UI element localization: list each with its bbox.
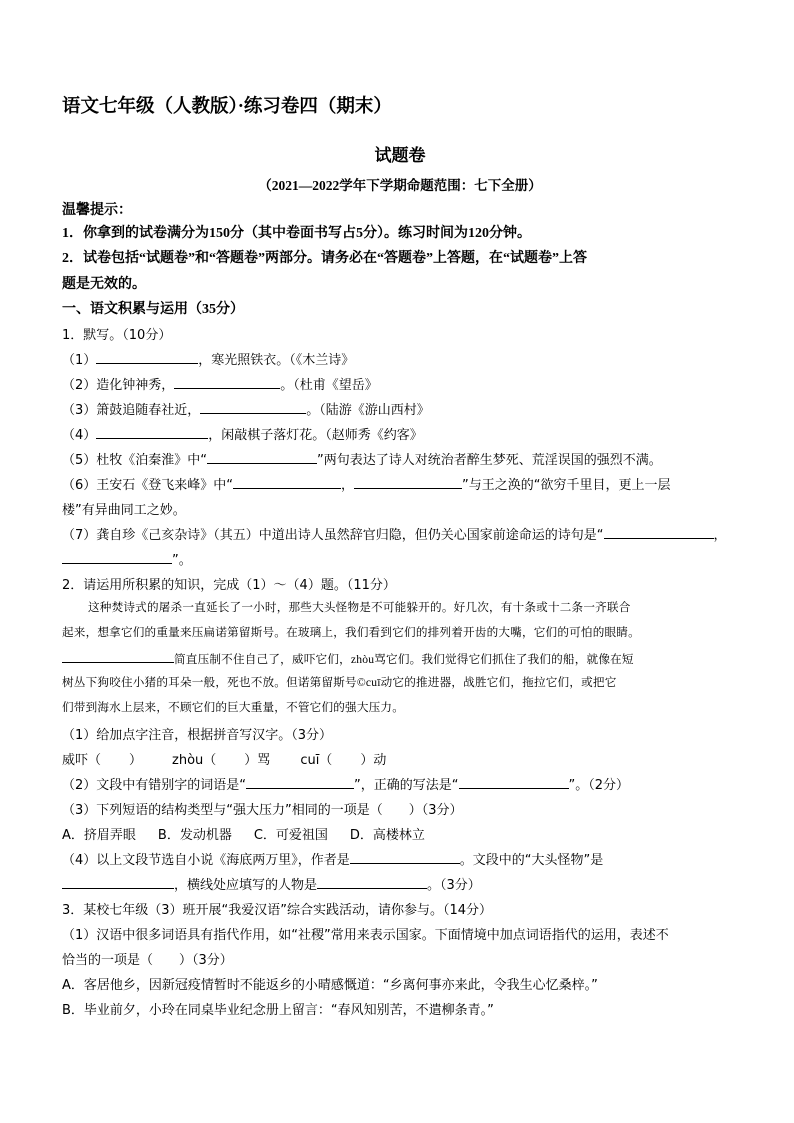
answer-blank[interactable] [233,475,341,489]
q1-item-4-text: ，闲敲棋子落灯花。（赵师秀《约客》 [208,428,423,443]
q2-sub-1: （1）给加点字注音，根据拼音写汉字。（3分） [62,728,333,743]
word-1: 威吓（ [62,753,102,768]
q3-sub-1: （1）汉语中很多词语具有指代作用，如“社稷”常用来表示国家。下面情境中加点词语指代的运用，表述不 [62,928,669,943]
q1-item-6 [62,474,671,493]
answer-blank[interactable] [207,450,317,464]
q1-item-4-number: （4） [62,428,97,443]
answer-blank[interactable] [246,775,354,789]
q3-option-b: B．毕业前夕，小玲在同桌毕业纪念册上留言：“春风知别苦，不遣柳条青。” [62,1003,494,1018]
page-title: 语文七年级（人教版）·练习卷四（期末） [62,97,392,117]
option-d: D．高楼林立 [349,828,425,843]
q1-item-7 [62,524,727,543]
option-a: A．挤眉弄眼 [62,828,136,843]
option-c: C．可爱祖国 [253,828,328,843]
tip-1: 1．你拿到的试卷满分为150分（其中卷面书写占5分）。练习时间为120分钟。 [62,226,531,241]
q3-option-a: A．客居他乡，因新冠疫情暂时不能返乡的小晴感慨道：“乡离何事亦来此，令我生心忆桑梓。” [62,978,598,993]
q2-passage-line-1: 这种焚诗式的屠杀一直延长了一小时，那些大头怪物是不可能躲开的。好几次，有十条或十二条一齐联合 [88,601,631,614]
answer-blank[interactable] [62,649,174,663]
word-2: zhòu（ [172,753,217,768]
q1-item-5 [62,449,662,468]
q1-item-7-text: （7）龚自珍《己亥杂诗》（其五）中道出诗人虽然辞官归隐，但仍关心国家前途命运的诗句是“ [62,528,604,543]
q2-sub-4-cont [62,874,481,893]
answer-blank[interactable] [604,525,714,539]
q2-stem: 2．请运用所积累的知识，完成（1）～（4）题。（11分） [62,578,396,593]
q1-item-6-text: （6）王安石《登飞来峰》中“ [62,478,234,493]
comma: ， [341,478,355,493]
q2-sub-3-options [62,824,425,843]
q2-sub-2-mid: ”，正确的写法是“ [354,778,459,793]
q1-item-6-comment: ”与王之涣的“欲穷千里目，更上一层 [462,478,671,493]
q1-item-1 [62,349,354,368]
q1-stem: 1．默写。（10分） [62,328,172,343]
q1-item-2-text: （2）造化钟神秀， [62,378,175,393]
closing-quote: ”。 [172,553,192,568]
q2-sub-4-text-3: ，横线处应填写的人物是 [174,878,318,893]
q2-sub-4 [62,849,603,868]
q2-passage-line-4: 树丛下狗咬住小猪的耳朵一般，死也不放。但诺第留斯号©cuī动它的推进器，战胜它们，拖拉它们，或把它 [62,676,617,689]
word-3-post: ）动 [360,753,387,768]
tips-heading: 温馨提示： [62,203,132,218]
tip-2-cont: 题是无效的。 [62,277,146,292]
word-2-post: ）骂 [244,753,271,768]
paper-subtitle: 试题卷 [374,146,426,165]
q2-sub-2-score: ”。（2分） [568,778,630,793]
paren-close: ） [129,753,143,768]
q2-sub-4-score: 。（3分） [427,878,481,893]
answer-blank[interactable] [62,875,174,889]
option-b: B．发动机器 [157,828,232,843]
answer-blank[interactable] [459,775,569,789]
answer-blank[interactable] [174,375,280,389]
q2-sub-4-text-2: 。文段中的“大头怪物”是 [459,853,604,868]
word-3: cuī（ [300,753,333,768]
q1-item-1-text: ，寒光照铁衣。（《木兰诗》 [198,353,355,368]
q1-item-3 [62,399,430,418]
answer-blank[interactable] [350,850,460,864]
q2-sub-2 [62,774,629,793]
q2-sub-1-blanks [62,749,386,768]
q1-item-2 [62,374,378,393]
q1-item-5-comment: ”两句表达了诗人对统治者醉生梦死、荒淫误国的强烈不满。 [317,453,662,468]
answer-blank[interactable] [62,550,172,564]
q2-sub-3: （3）下列短语的结构类型与“强大压力”相同的一项是（ ）（3分） [62,803,463,818]
answer-blank[interactable] [317,875,427,889]
q1-item-7-cont [62,549,192,568]
q2-passage-text: 简直压制不住自己了，威吓它们，zhòu骂它们。我们觉得它们抓住了我们的船，就像在短 [174,653,634,666]
answer-blank[interactable] [96,425,208,439]
q1-item-3-source: 。（陆游《游山西村》 [306,403,430,418]
q2-sub-2-text: （2）文段中有错别字的词语是“ [62,778,247,793]
q3-sub-1-cont: 恰当的一项是（ ）（3分） [62,953,233,968]
q3-stem: 3．某校七年级（3）班开展“我爱汉语”综合实践活动，请你参与。（14分） [62,903,493,918]
q2-sub-4-text: （4）以上文段节选自小说《海底两万里》，作者是 [62,853,350,868]
q1-item-4 [62,424,423,443]
answer-blank[interactable] [354,475,462,489]
tip-2: 2．试卷包括“试题卷”和“答题卷”两部分。请务必在“答题卷”上答题，在“试题卷”上答 [62,251,587,266]
comma: ， [713,528,727,543]
q1-item-6-cont: 楼”有异曲同工之妙。 [62,503,186,518]
section-1-heading: 一、语文积累与运用（35分） [62,302,244,317]
q2-passage-line-3 [62,649,634,667]
q2-passage-line-2: 起来，想拿它们的重量来压扁诺第留斯号。在玻璃上，我们看到它们的排列着开齿的大嘴，它们的可怕的眼睛。 [62,626,640,639]
q1-item-1-number: （1） [62,353,97,368]
q1-item-2-source: 。（杜甫《望岳》 [280,378,378,393]
answer-blank[interactable] [200,400,306,414]
q1-item-5-text: （5）杜牧《泊秦淮》中“ [62,453,208,468]
paper-scope: （2021—2022学年下学期命题范围：七下全册） [258,178,542,193]
q2-passage-line-5: 们带到海水上层来，不顾它们的巨大重量，不管它们的强大压力。 [62,701,405,714]
answer-blank[interactable] [96,350,198,364]
q1-item-3-text: （3）箫鼓追随春社近， [62,403,201,418]
